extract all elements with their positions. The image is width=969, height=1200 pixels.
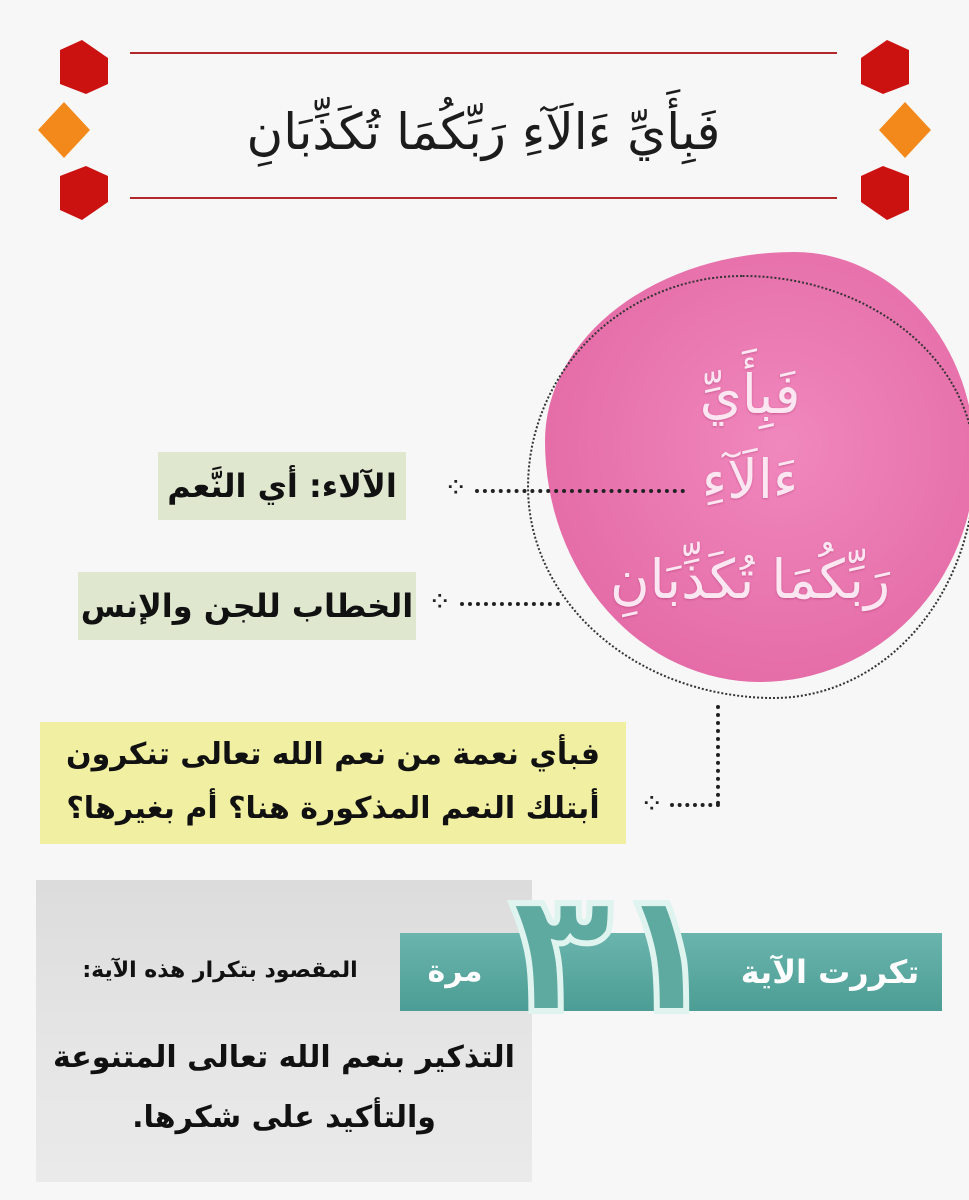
label-alaa: الآلاء: أي النَّعم: [158, 452, 406, 520]
purpose-heading: المقصود بتكرار هذه الآية:: [82, 958, 358, 983]
ornament-orange: [879, 102, 931, 158]
repeat-suffix: مرة: [427, 954, 483, 989]
header-verse-title: فَبِأَيِّ ءَالَآءِ رَبِّكُمَا تُكَذِّبَانِ: [246, 103, 721, 161]
blob-word-2: ءَالَآءِ: [701, 448, 799, 511]
right-ornament: [855, 40, 939, 220]
blob-word-1: فَبِأَيِّ: [699, 363, 801, 426]
question-line-2: أبتلك النعم المذكورة هنا؟ أم بغيرها؟: [66, 791, 600, 826]
header-top-line: [130, 52, 837, 54]
question-line-1: فبأي نعمة من نعم الله تعالى تنكرون: [65, 737, 601, 772]
connector-khitab-arrow: ⁘: [428, 585, 452, 618]
ornament-red-bottom: [60, 166, 108, 220]
connector-alaa: [475, 489, 685, 493]
ornament-orange: [38, 102, 90, 158]
connector-question-horizontal: [670, 803, 720, 807]
connector-alaa-arrow: ⁘: [444, 471, 468, 504]
repeat-count: ٣١: [509, 854, 717, 1052]
repeat-prefix: تكررت الآية: [740, 953, 920, 991]
connector-question-arrow: ⁘: [640, 787, 664, 820]
question-box: [40, 722, 626, 844]
left-ornament: [30, 40, 114, 220]
ornament-red-bottom: [861, 166, 909, 220]
ornament-red-top: [60, 40, 108, 94]
blob-word-3: رَبِّكُمَا تُكَذِّبَانِ: [609, 548, 891, 611]
label-khitab: الخطاب للجن والإنس: [78, 572, 416, 640]
connector-khitab: [460, 602, 560, 606]
purpose-line-1: التذكير بنعم الله تعالى المتنوعة: [53, 1040, 515, 1075]
ornament-red-top: [861, 40, 909, 94]
header-bottom-line: [130, 197, 837, 199]
purpose-line-2: والتأكيد على شكرها.: [132, 1100, 436, 1135]
connector-question-vertical: [716, 705, 724, 805]
purpose-box: [36, 880, 532, 1182]
